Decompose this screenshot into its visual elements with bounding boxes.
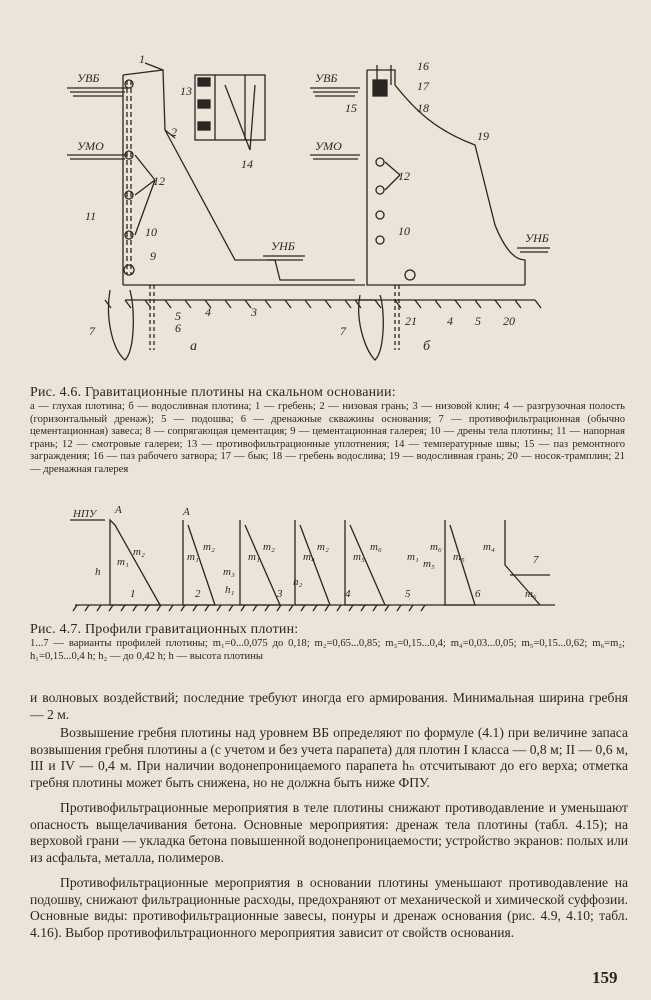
label: 10 [145,225,157,239]
label: 2 [171,125,177,139]
label: A [115,505,122,516]
label: 20 [503,314,515,328]
label: 1 [130,588,136,600]
paragraph-1: и волновых воздействий; последние требуют иногда его армирования. Минимальная ширина гребня — 2 м. [30,690,628,722]
label: 3 [251,305,257,319]
label: m₅ [423,558,435,570]
label: m₂ [263,541,275,553]
label: б [423,339,431,354]
label: УВБ [315,71,338,85]
label: h₁ [225,584,235,596]
label: 11 [85,209,97,223]
paragraph-3: Противофильтрационные мероприятия в теле плотины снижают противодавление и уменьшают опасность выщелачивания бетона. Основные мероприятия: дренаж тела плотины (табл. 4.15); на верховой грани — укладка бетона повышенной водонепроницаемости; устройство экранов: полых или из асфальта, металла, полимеров. [30,800,628,865]
label: m₂ [133,546,145,558]
label: УМО [315,139,342,153]
label: 13 [180,84,192,98]
label: h [95,566,101,578]
water-line [517,248,550,252]
label: m₅ [453,551,465,563]
label: 12 [398,169,410,183]
label: 5 [405,588,411,600]
label: 19 [477,129,489,143]
label: m₁ [407,551,419,563]
label: m₁ [117,556,129,568]
label: m₅ [353,551,365,563]
water-line [310,155,360,159]
label: m₁ [187,551,199,563]
caption-4-7 [30,622,625,663]
paragraph-4: Противофильтрационные мероприятия в основании плотины уменьшают противодавление на подошву, снижают фильтрационные расходы, предохраняют от механической и химической суффозии. Основные виды: противофильтрационные завесы, понуры и дренаж основания (рис. 4.9, 4.10; табл. 4.16). Выбор противофильтрационного мероприятия зависит от свойств основания. [30,875,628,940]
figure-4-6 [55,50,565,380]
label: 16 [417,59,429,73]
label: 14 [241,157,253,171]
caption-title: Рис. 4.7. Профили гравитационных плотин: [30,622,299,637]
caption-4-6 [30,385,625,476]
water-line [310,88,360,96]
label: 4 [205,305,211,319]
label: 4 [447,314,453,328]
label: 6 [475,588,481,600]
paragraph-2: Возвышение гребня плотины над уровнем ВБ определяют по формуле (4.1) при величине запаса возвышения гребня плотины a (с учетом и без учета парапета) для плотин I класса — 0,8 м; II — 0,6 м, III и IV — 0,4 м. При наличии водонепроницаемого парапета hₙ отсчитывают до его верха; отметка гребня плотины может быть снижена, но не должна быть ниже ФПУ. [30,725,628,790]
label: УМО [77,139,104,153]
label: 10 [398,224,410,238]
water-line [67,88,127,96]
label: 7 [89,324,95,338]
label: 2 [195,588,201,600]
label: УНБ [525,231,549,245]
label: 7 [533,554,539,566]
label: h₂ [293,576,303,588]
label: УНБ [271,239,295,253]
label: 6 [175,321,181,335]
label: m₄ [303,551,315,563]
label: 12 [153,174,165,188]
label: m₄ [483,541,495,553]
label: m₆ [430,541,442,553]
label: 5 [175,309,181,323]
figure-4-7 [55,505,565,620]
label: НПУ [73,508,97,520]
label: m₃ [223,566,235,578]
label: 4 [345,588,351,600]
label: 5 [475,314,481,328]
water-line [67,155,127,159]
label: 17 [417,79,429,93]
label: УВБ [77,71,100,85]
label: 7 [340,324,346,338]
label: m₁ [248,551,260,563]
label: 15 [345,101,357,115]
label: 9 [150,249,156,263]
caption-body: 1...7 — варианты профилей плотины; m₁=0...0,075 до 0,18; m₂=0,65...0,85; m₃=0,15...0,4; m₄=0,03...0,05; m₅=0,15...0,62; m₆=m₂; h₁=0,15...0,4 h; h₂ — до 0,42 h; h — высота плотины [30,638,625,662]
label: 3 [277,588,283,600]
label: 1 [139,52,145,66]
label: 18 [417,101,429,115]
label: A [183,506,190,518]
label: а [190,339,197,354]
page-number: 159 [592,968,618,987]
label: m₂ [203,541,215,553]
label: m₆ [525,588,537,600]
label: m₂ [317,541,329,553]
caption-title: Рис. 4.6. Гравитационные плотины на скальном основании: [30,385,396,400]
caption-body: а — глухая плотина; б — водосливная плотина; 1 — гребень; 2 — низовая грань; 3 — низовой клин; 4 — разгрузочная полость (горизонтальный дренаж); 5 — подошва; 6 — дренажные скважины основания; 7 — противофильтрационная (обычно цементационная) завеса; 8 — сопрягающая цементация; 9 — цементационная галерея; 10 — дрены тела плотины; 11 — напорная грань; 12 — смотровые галереи; 13 — противофильтрационные уплотнения; 14 — температурные швы; 15 — паз ремонтного заграждения; 16 — паз рабочего затвора; 17 — бык; 18 — гребень водослива; 19 — водосливная грань; 20 — носок-трамплин; 21 — дренажная галерея [30,401,625,475]
label: 21 [405,314,417,328]
label: m₆ [370,541,382,553]
